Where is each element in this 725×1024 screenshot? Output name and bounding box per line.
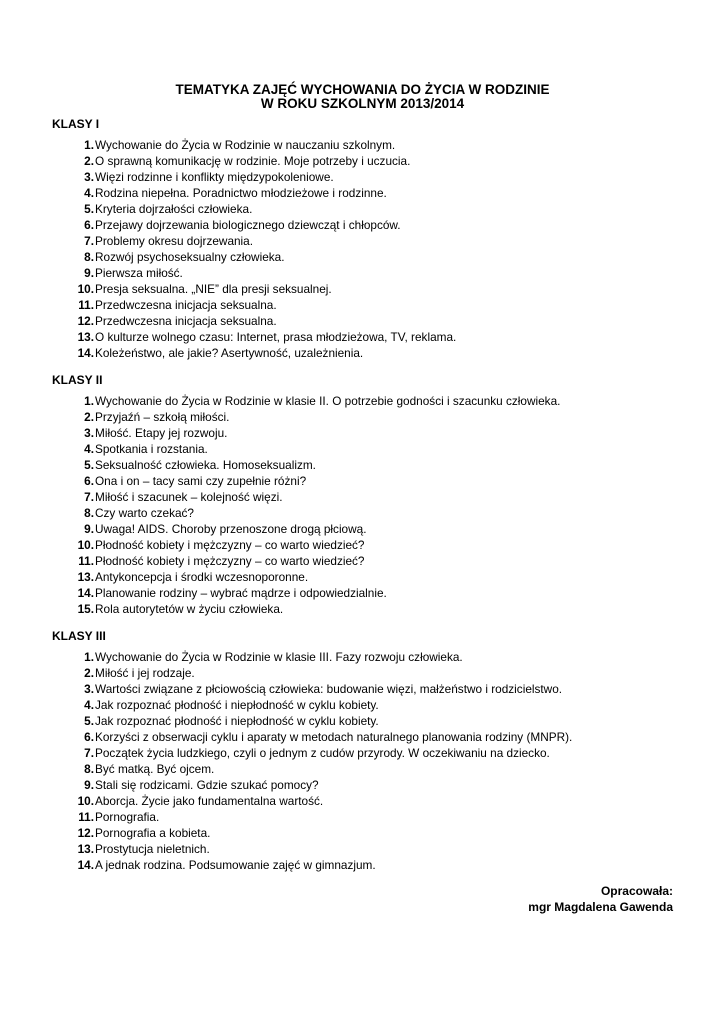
list-item [52, 441, 692, 457]
item-number: 13. [77, 330, 94, 344]
item-number: 7. [84, 746, 94, 760]
item-text: Jak rozpoznać płodność i niepłodność w cyklu kobiety. [95, 698, 379, 712]
list-item [52, 265, 692, 281]
list-item [52, 793, 692, 809]
item-text: Problemy okresu dojrzewania. [95, 234, 254, 248]
list-item [52, 601, 692, 617]
item-number: 5. [84, 714, 94, 728]
item-text: Koleżeństwo, ale jakie? Asertywność, uzależnienia. [95, 346, 364, 360]
item-number: 5. [84, 202, 94, 216]
item-number: 14. [77, 586, 94, 600]
item-number: 11. [78, 298, 94, 312]
list-item [52, 489, 692, 505]
item-text: Początek życia ludzkiego, czyli o jednym z cudów przyrody. W oczekiwaniu na dziecko. [95, 746, 550, 760]
item-text: Przejawy dojrzewania biologicznego dziewcząt i chłopców. [95, 218, 401, 232]
signature-name: mgr Magdalena Gawenda [528, 900, 673, 914]
item-text: Korzyści z obserwacji cyklu i aparaty w metodach naturalnego planowania rodziny (MNPR). [95, 730, 573, 744]
list-item [52, 857, 692, 873]
item-text: Być matką. Być ojcem. [95, 762, 215, 776]
list-item [52, 457, 692, 473]
list-item [52, 281, 692, 297]
document-title-line2: W ROKU SZKOLNYM 2013/2014 [260, 96, 465, 111]
item-text: Aborcja. Życie jako fundamentalna wartość. [95, 794, 324, 808]
list-item [52, 569, 692, 585]
section-heading-klasy-1: KLASY I [52, 117, 100, 131]
item-number: 8. [84, 762, 94, 776]
item-text: Czy warto czekać? [95, 506, 194, 520]
item-text: O kulturze wolnego czasu: Internet, prasa młodzieżowa, TV, reklama. [95, 330, 457, 344]
item-number: 14. [77, 858, 94, 872]
item-text: Rodzina niepełna. Poradnictwo młodzieżowe i rodzinne. [95, 186, 387, 200]
item-number: 9. [84, 266, 94, 280]
item-text: Uwaga! AIDS. Choroby przenoszone drogą płciową. [95, 522, 367, 536]
item-number: 13. [77, 570, 94, 584]
list-item [52, 585, 692, 601]
item-number: 9. [84, 522, 94, 536]
item-text: Prostytucja nieletnich. [95, 842, 210, 856]
section-heading-klasy-2: KLASY II [52, 373, 103, 387]
item-number: 13. [77, 842, 94, 856]
list-item [52, 841, 692, 857]
item-number: 4. [84, 698, 94, 712]
item-number: 6. [84, 730, 94, 744]
item-number: 5. [84, 458, 94, 472]
list-item [52, 553, 692, 569]
list-item [52, 649, 692, 665]
item-number: 7. [84, 234, 94, 248]
item-number: 6. [84, 474, 94, 488]
list-item [52, 137, 692, 153]
item-number: 8. [84, 506, 94, 520]
item-number: 11. [78, 554, 94, 568]
item-text: Jak rozpoznać płodność i niepłodność w cyklu kobiety. [95, 714, 379, 728]
list-item [52, 473, 692, 489]
item-number: 3. [84, 426, 94, 440]
list-item [52, 185, 692, 201]
item-number: 14. [77, 346, 94, 360]
list-item [52, 345, 692, 361]
item-text: Seksualność człowieka. Homoseksualizm. [95, 458, 316, 472]
item-number: 4. [84, 442, 94, 456]
list-item [52, 537, 692, 553]
item-text: Miłość i szacunek – kolejność więzi. [95, 490, 283, 504]
list-item [52, 217, 692, 233]
item-number: 11. [78, 810, 94, 824]
item-text: Pierwsza miłość. [95, 266, 183, 280]
item-number: 4. [84, 186, 94, 200]
signature-label: Opracowała: [600, 884, 673, 898]
item-text: Rozwój psychoseksualny człowieka. [95, 250, 285, 264]
item-number: 7. [84, 490, 94, 504]
item-text: Stali się rodzicami. Gdzie szukać pomocy? [95, 778, 319, 792]
item-text: Więzi rodzinne i konflikty międzypokoleniowe. [95, 170, 334, 184]
item-text: Spotkania i rozstania. [95, 442, 208, 456]
item-number: 6. [84, 218, 94, 232]
item-number: 3. [84, 170, 94, 184]
list-item [52, 825, 692, 841]
item-number: 1. [84, 650, 94, 664]
list-item [52, 665, 692, 681]
item-number: 2. [84, 410, 94, 424]
list-item [52, 297, 692, 313]
item-text: Kryteria dojrzałości człowieka. [95, 202, 253, 216]
item-number: 2. [84, 154, 94, 168]
item-number: 9. [84, 778, 94, 792]
list-item [52, 409, 692, 425]
item-text: Antykoncepcja i środki wczesnoporonne. [95, 570, 309, 584]
list-item [52, 697, 692, 713]
document-title-line1: TEMATYKA ZAJĘĆ WYCHOWANIA DO ŻYCIA W RODZINIE [175, 82, 550, 97]
item-text: Rola autorytetów w życiu człowieka. [95, 602, 284, 616]
item-text: Pornografia a kobieta. [95, 826, 211, 840]
list-item [52, 169, 692, 185]
item-number: 12. [77, 314, 94, 328]
list-item [52, 505, 692, 521]
list-item [52, 201, 692, 217]
item-text: Miłość i jej rodzaje. [95, 666, 195, 680]
item-text: Przyjaźń – szkołą miłości. [95, 410, 230, 424]
list-item [52, 777, 692, 793]
item-number: 8. [84, 250, 94, 264]
list-item [52, 729, 692, 745]
list-item [52, 521, 692, 537]
item-text: Wychowanie do Życia w Rodzinie w nauczaniu szkolnym. [95, 138, 396, 152]
item-number: 2. [84, 666, 94, 680]
list-item [52, 313, 692, 329]
list-item [52, 809, 692, 825]
item-text: Wychowanie do Życia w Rodzinie w klasie III. Fazy rozwoju człowieka. [95, 650, 463, 664]
list-item [52, 393, 692, 409]
item-text: Przedwczesna inicjacja seksualna. [95, 314, 277, 328]
list-item [52, 425, 692, 441]
section-list-klasy-2 [52, 393, 692, 617]
item-number: 1. [84, 138, 94, 152]
item-text: Presja seksualna. „NIE” dla presji seksualnej. [95, 282, 332, 296]
item-number: 15. [77, 602, 94, 616]
list-item [52, 249, 692, 265]
list-item [52, 153, 692, 169]
item-text: Wartości związane z płciowością człowieka: budowanie więzi, małżeństwo i rodzicielstwo. [95, 682, 563, 696]
item-text: A jednak rodzina. Podsumowanie zajęć w gimnazjum. [95, 858, 376, 872]
item-text: Pornografia. [95, 810, 160, 824]
item-text: Miłość. Etapy jej rozwoju. [95, 426, 228, 440]
item-text: Wychowanie do Życia w Rodzinie w klasie II. O potrzebie godności i szacunku człowieka. [95, 394, 561, 408]
item-number: 10. [77, 794, 94, 808]
list-item [52, 745, 692, 761]
item-number: 10. [77, 282, 94, 296]
item-number: 10. [77, 538, 94, 552]
item-text: Płodność kobiety i mężczyzny – co warto wiedzieć? [95, 554, 365, 568]
item-text: O sprawną komunikację w rodzinie. Moje potrzeby i uczucia. [95, 154, 411, 168]
list-item [52, 761, 692, 777]
item-number: 12. [77, 826, 94, 840]
list-item [52, 681, 692, 697]
item-text: Przedwczesna inicjacja seksualna. [95, 298, 277, 312]
item-text: Planowanie rodziny – wybrać mądrze i odpowiedzialnie. [95, 586, 387, 600]
section-heading-klasy-3: KLASY III [52, 629, 106, 643]
item-number: 1. [84, 394, 94, 408]
list-item [52, 329, 692, 345]
section-list-klasy-3 [52, 649, 692, 873]
list-item [52, 233, 692, 249]
item-text: Płodność kobiety i mężczyzny – co warto wiedzieć? [95, 538, 365, 552]
item-number: 3. [84, 682, 94, 696]
section-list-klasy-1 [52, 137, 692, 361]
item-text: Ona i on – tacy sami czy zupełnie różni? [95, 474, 307, 488]
list-item [52, 713, 692, 729]
